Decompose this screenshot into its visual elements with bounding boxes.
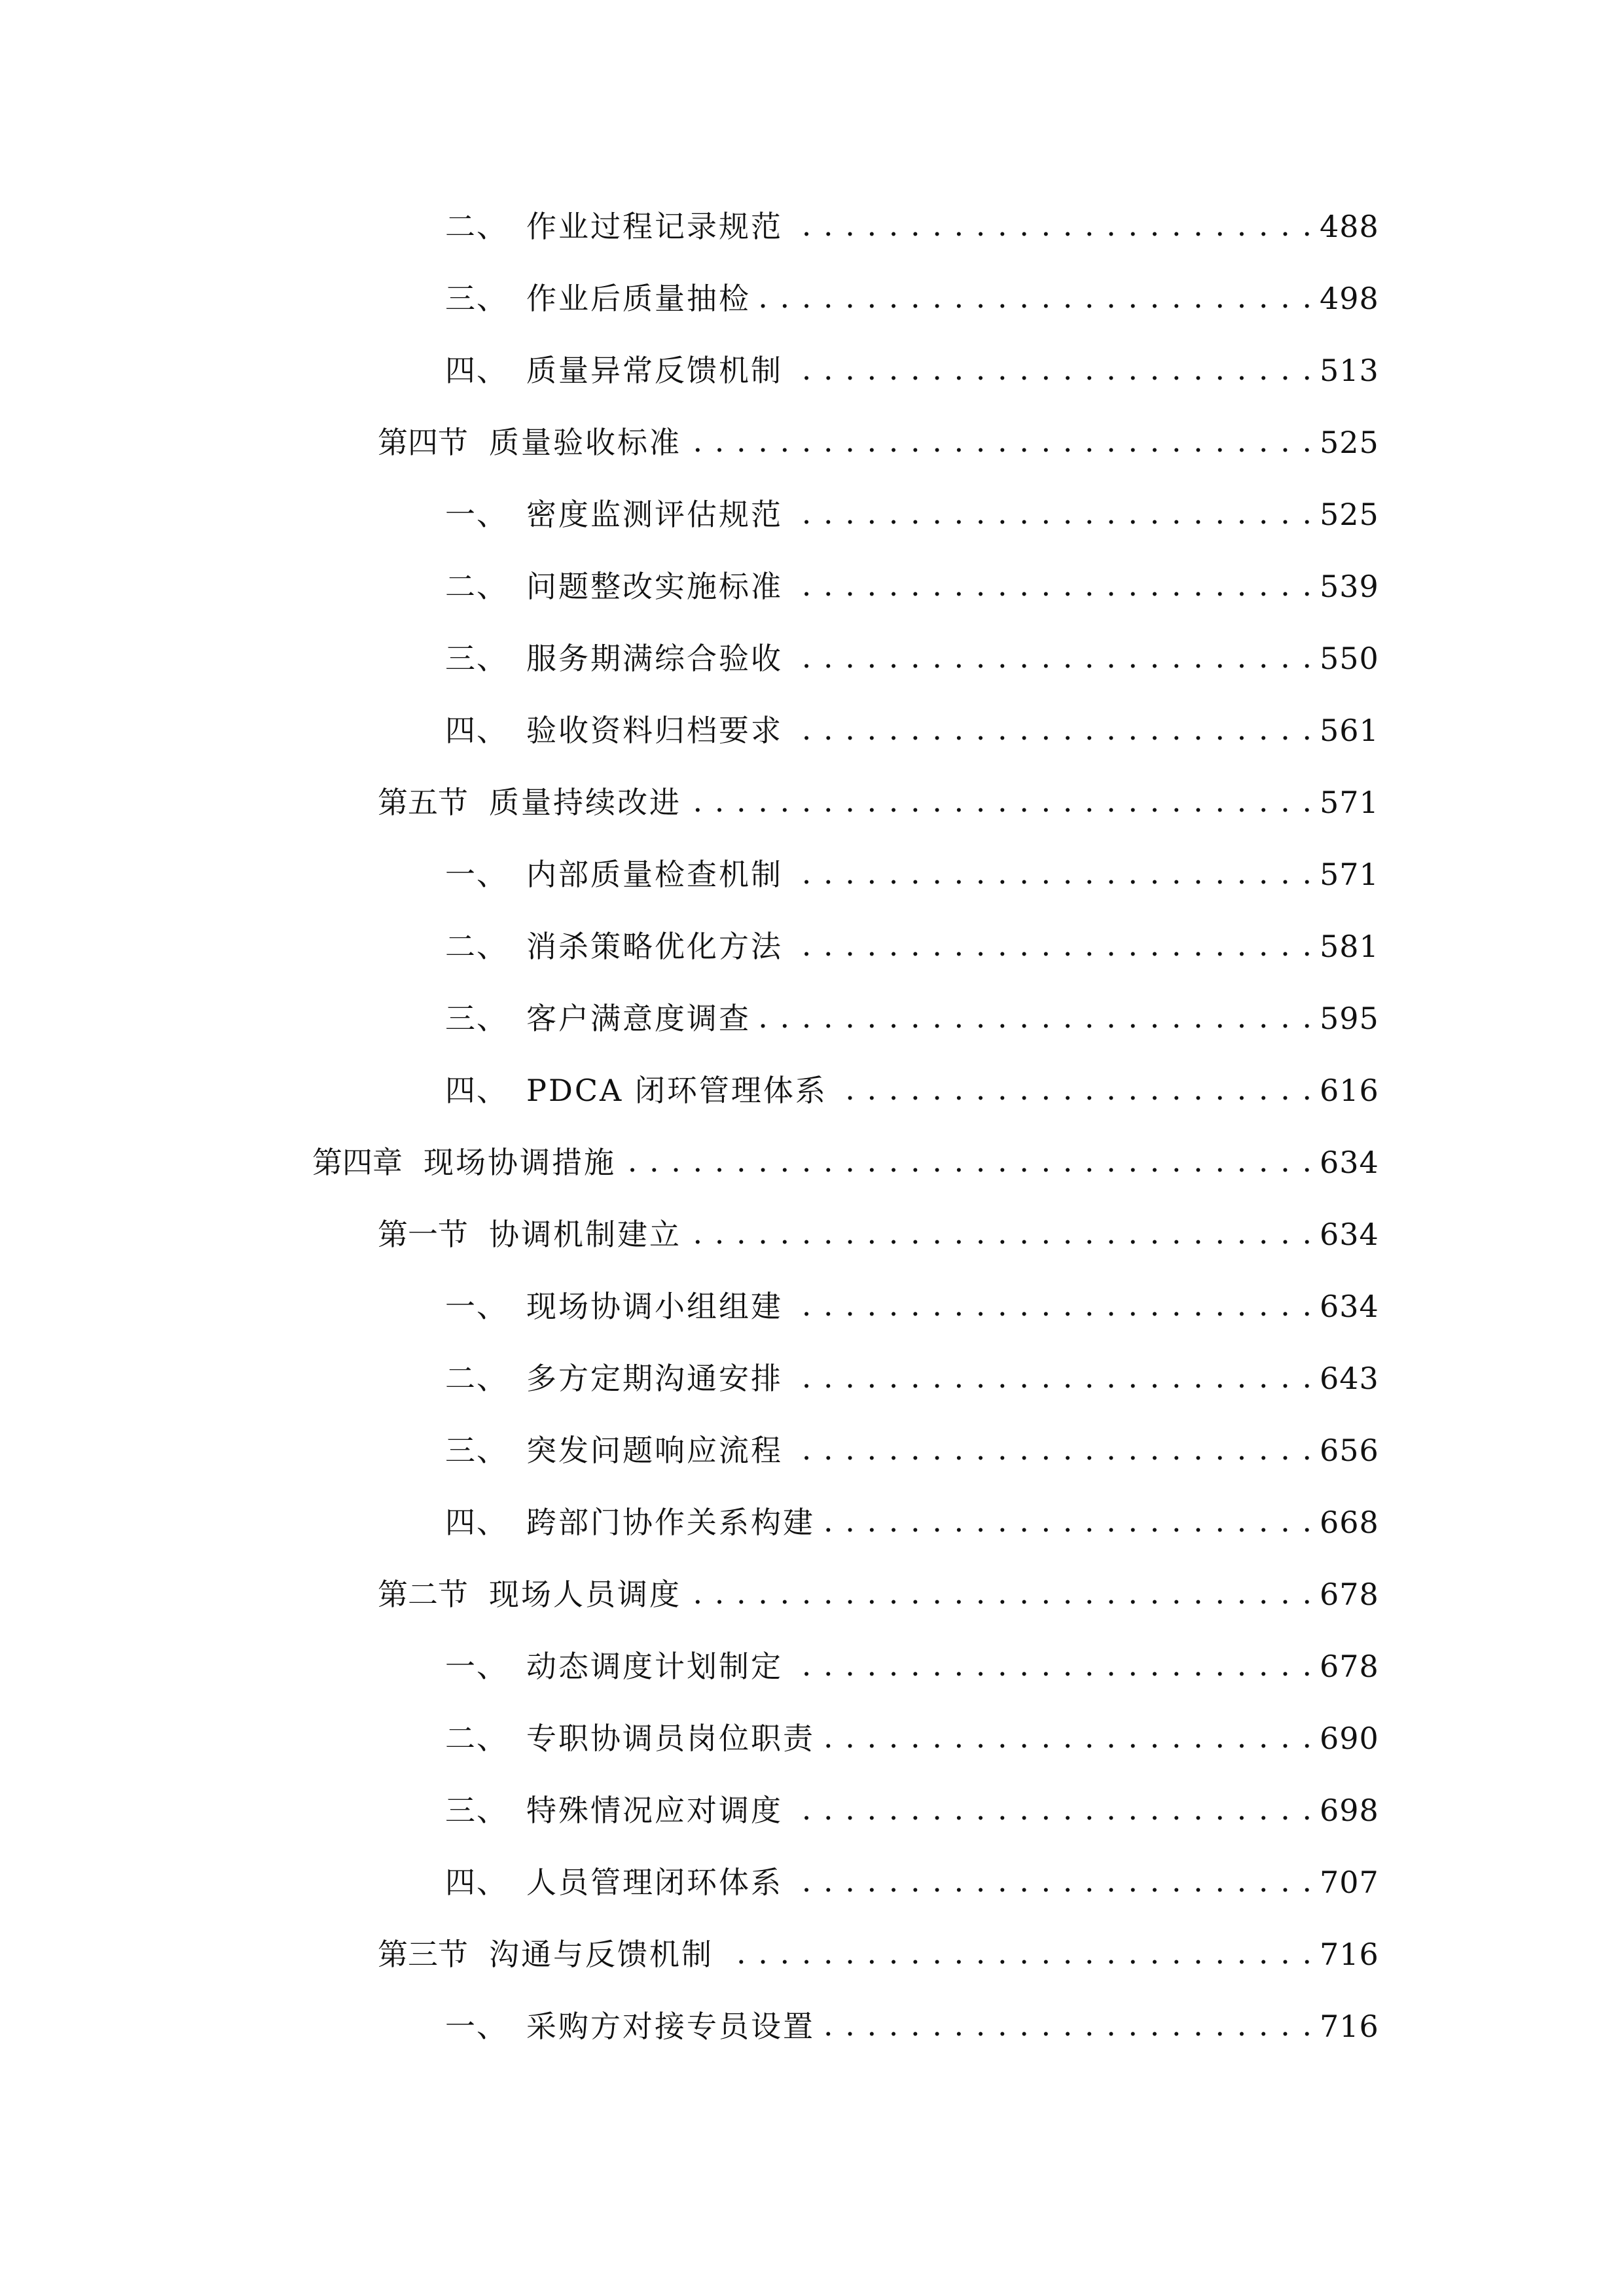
dot-leader bbox=[721, 1939, 1313, 1969]
toc-entry[interactable] bbox=[0, 838, 1624, 910]
dot-leader bbox=[689, 1219, 1313, 1249]
toc-entry-title: 专职协调员岗位职责 bbox=[526, 1721, 815, 1756]
dot-leader bbox=[791, 1795, 1313, 1825]
dot-leader bbox=[791, 1363, 1313, 1393]
toc-section-title: 现场人员调度 bbox=[489, 1577, 681, 1612]
toc-entry-page: 616 bbox=[1320, 1073, 1379, 1108]
toc-entry[interactable] bbox=[0, 1270, 1624, 1342]
dot-leader bbox=[791, 1291, 1313, 1321]
toc-entry-page: 550 bbox=[1320, 641, 1379, 676]
toc-entry[interactable] bbox=[0, 190, 1624, 262]
dot-leader bbox=[791, 715, 1313, 745]
toc-section-page: 716 bbox=[1320, 1937, 1379, 1972]
toc-entry-number: 四、 bbox=[445, 353, 508, 388]
toc-entry-page: 678 bbox=[1320, 1649, 1379, 1684]
dot-leader bbox=[823, 2011, 1313, 2041]
toc-entry-title: 验收资料归档要求 bbox=[526, 713, 783, 748]
toc-entry-title: 问题整改实施标准 bbox=[526, 569, 783, 604]
toc-entry[interactable] bbox=[0, 1846, 1624, 1918]
dot-leader bbox=[791, 1867, 1313, 1897]
toc-entry-page: 690 bbox=[1320, 1721, 1379, 1756]
toc-entry[interactable] bbox=[0, 910, 1624, 982]
toc-entry-title: 动态调度计划制定 bbox=[526, 1649, 783, 1684]
toc-entry-page: 643 bbox=[1320, 1361, 1379, 1396]
toc-section-number: 第一节 bbox=[378, 1217, 468, 1252]
dot-leader bbox=[791, 931, 1313, 961]
toc-entry-page: 561 bbox=[1320, 713, 1379, 748]
toc-entry-page: 513 bbox=[1320, 353, 1379, 388]
toc-entry[interactable] bbox=[0, 1342, 1624, 1414]
dot-leader bbox=[791, 355, 1313, 386]
toc-entry-title: 客户满意度调查 bbox=[526, 1001, 751, 1036]
toc-section-number: 第二节 bbox=[378, 1577, 468, 1612]
dot-leader bbox=[823, 1723, 1313, 1753]
toc-entry-page: 634 bbox=[1320, 1289, 1379, 1324]
toc-entry[interactable] bbox=[0, 1054, 1624, 1126]
toc-entry-number: 三、 bbox=[445, 641, 508, 676]
toc-entry-title: 跨部门协作关系构建 bbox=[526, 1505, 815, 1540]
toc-section[interactable] bbox=[0, 1918, 1624, 1990]
toc-entry-page: 498 bbox=[1320, 281, 1379, 316]
toc-entry-title: 现场协调小组组建 bbox=[526, 1289, 783, 1324]
toc-section[interactable] bbox=[0, 1198, 1624, 1270]
dot-leader bbox=[689, 787, 1313, 817]
toc-entry-number: 三、 bbox=[445, 1433, 508, 1468]
toc-section-title: 质量持续改进 bbox=[489, 785, 681, 820]
toc-entry-number: 三、 bbox=[445, 1793, 508, 1828]
toc-section-page: 525 bbox=[1320, 425, 1379, 460]
toc-entry[interactable] bbox=[0, 1486, 1624, 1558]
toc-entry-number: 二、 bbox=[445, 569, 508, 604]
toc-entry[interactable] bbox=[0, 550, 1624, 622]
toc-entry-title: 密度监测评估规范 bbox=[526, 497, 783, 532]
toc-entry-number: 一、 bbox=[445, 497, 508, 532]
toc-entry-number: 一、 bbox=[445, 857, 508, 892]
dot-leader bbox=[791, 1651, 1313, 1681]
toc-entry[interactable] bbox=[0, 1702, 1624, 1774]
dot-leader bbox=[689, 1579, 1313, 1609]
toc-section-title: 沟通与反馈机制 bbox=[489, 1937, 713, 1972]
toc-entry[interactable] bbox=[0, 262, 1624, 334]
toc-entry-title: 内部质量检查机制 bbox=[526, 857, 783, 892]
toc-entry[interactable] bbox=[0, 1630, 1624, 1702]
toc-entry-page: 539 bbox=[1320, 569, 1379, 604]
toc-section-number: 第五节 bbox=[378, 785, 468, 820]
toc-entry-number: 二、 bbox=[445, 1721, 508, 1756]
dot-leader bbox=[823, 1507, 1313, 1537]
toc-entry-title: 突发问题响应流程 bbox=[526, 1433, 783, 1468]
toc-entry-title: 作业过程记录规范 bbox=[526, 209, 783, 244]
toc-entry[interactable] bbox=[0, 1414, 1624, 1486]
dot-leader bbox=[689, 427, 1313, 457]
dot-leader bbox=[791, 859, 1313, 889]
toc-entry-page: 668 bbox=[1320, 1505, 1379, 1540]
toc-entry[interactable] bbox=[0, 1774, 1624, 1846]
toc-entry-number: 四、 bbox=[445, 1073, 508, 1108]
toc-entry-title: PDCA 闭环管理体系 bbox=[526, 1073, 827, 1108]
toc-entry-number: 四、 bbox=[445, 713, 508, 748]
toc-chapter-number: 第四章 bbox=[312, 1145, 403, 1180]
toc-entry-number: 三、 bbox=[445, 281, 508, 316]
toc-section-page: 678 bbox=[1320, 1577, 1379, 1612]
toc-entry-number: 四、 bbox=[445, 1865, 508, 1900]
toc-entry-title: 质量异常反馈机制 bbox=[526, 353, 783, 388]
toc-entry[interactable] bbox=[0, 1990, 1624, 2062]
toc-section[interactable] bbox=[0, 1558, 1624, 1630]
toc-chapter[interactable] bbox=[0, 1126, 1624, 1198]
toc-entry-title: 多方定期沟通安排 bbox=[526, 1361, 783, 1396]
toc-entry-number: 一、 bbox=[445, 2009, 508, 2044]
toc-section-number: 第四节 bbox=[378, 425, 468, 460]
toc-entry-title: 人员管理闭环体系 bbox=[526, 1865, 783, 1900]
toc-entry-number: 二、 bbox=[445, 209, 508, 244]
toc-chapter-title: 现场协调措施 bbox=[424, 1145, 616, 1180]
dot-leader bbox=[791, 211, 1313, 242]
toc-entry-page: 571 bbox=[1320, 857, 1379, 892]
toc-entry-number: 一、 bbox=[445, 1289, 508, 1324]
toc-entry[interactable] bbox=[0, 334, 1624, 406]
dot-leader bbox=[624, 1147, 1313, 1177]
toc-entry[interactable] bbox=[0, 478, 1624, 550]
toc-section-title: 质量验收标准 bbox=[489, 425, 681, 460]
toc-entry[interactable] bbox=[0, 694, 1624, 766]
toc-section[interactable] bbox=[0, 406, 1624, 478]
toc-entry-title: 采购方对接专员设置 bbox=[526, 2009, 815, 2044]
toc-section-page: 634 bbox=[1320, 1217, 1379, 1252]
toc-section-title: 协调机制建立 bbox=[489, 1217, 681, 1252]
toc-section-number: 第三节 bbox=[378, 1937, 468, 1972]
toc-entry-page: 488 bbox=[1320, 209, 1379, 244]
toc-entry-number: 四、 bbox=[445, 1505, 508, 1540]
toc-entry-title: 消杀策略优化方法 bbox=[526, 929, 783, 964]
toc-entry-page: 716 bbox=[1320, 2009, 1379, 2044]
toc-section-page: 571 bbox=[1320, 785, 1379, 820]
toc-entry-page: 656 bbox=[1320, 1433, 1379, 1468]
toc-entry-page: 581 bbox=[1320, 929, 1379, 964]
toc-entry[interactable] bbox=[0, 982, 1624, 1054]
table-of-contents bbox=[0, 190, 1624, 2062]
dot-leader bbox=[791, 499, 1313, 529]
toc-entry-page: 707 bbox=[1320, 1865, 1379, 1900]
toc-entry-number: 二、 bbox=[445, 1361, 508, 1396]
toc-entry-page: 698 bbox=[1320, 1793, 1379, 1828]
dot-leader bbox=[791, 571, 1313, 601]
toc-entry-title: 特殊情况应对调度 bbox=[526, 1793, 783, 1828]
toc-entry-number: 三、 bbox=[445, 1001, 508, 1036]
dot-leader bbox=[791, 643, 1313, 673]
dot-leader bbox=[791, 1435, 1313, 1465]
dot-leader bbox=[759, 283, 1313, 314]
dot-leader bbox=[835, 1075, 1313, 1105]
toc-entry-title: 作业后质量抽检 bbox=[526, 281, 751, 316]
toc-entry-number: 一、 bbox=[445, 1649, 508, 1684]
toc-section[interactable] bbox=[0, 766, 1624, 838]
toc-entry-page: 525 bbox=[1320, 497, 1379, 532]
dot-leader bbox=[759, 1003, 1313, 1033]
toc-entry-page: 595 bbox=[1320, 1001, 1379, 1036]
toc-entry-title: 服务期满综合验收 bbox=[526, 641, 783, 676]
toc-entry-number: 二、 bbox=[445, 929, 508, 964]
toc-entry[interactable] bbox=[0, 622, 1624, 694]
toc-chapter-page: 634 bbox=[1320, 1145, 1379, 1180]
